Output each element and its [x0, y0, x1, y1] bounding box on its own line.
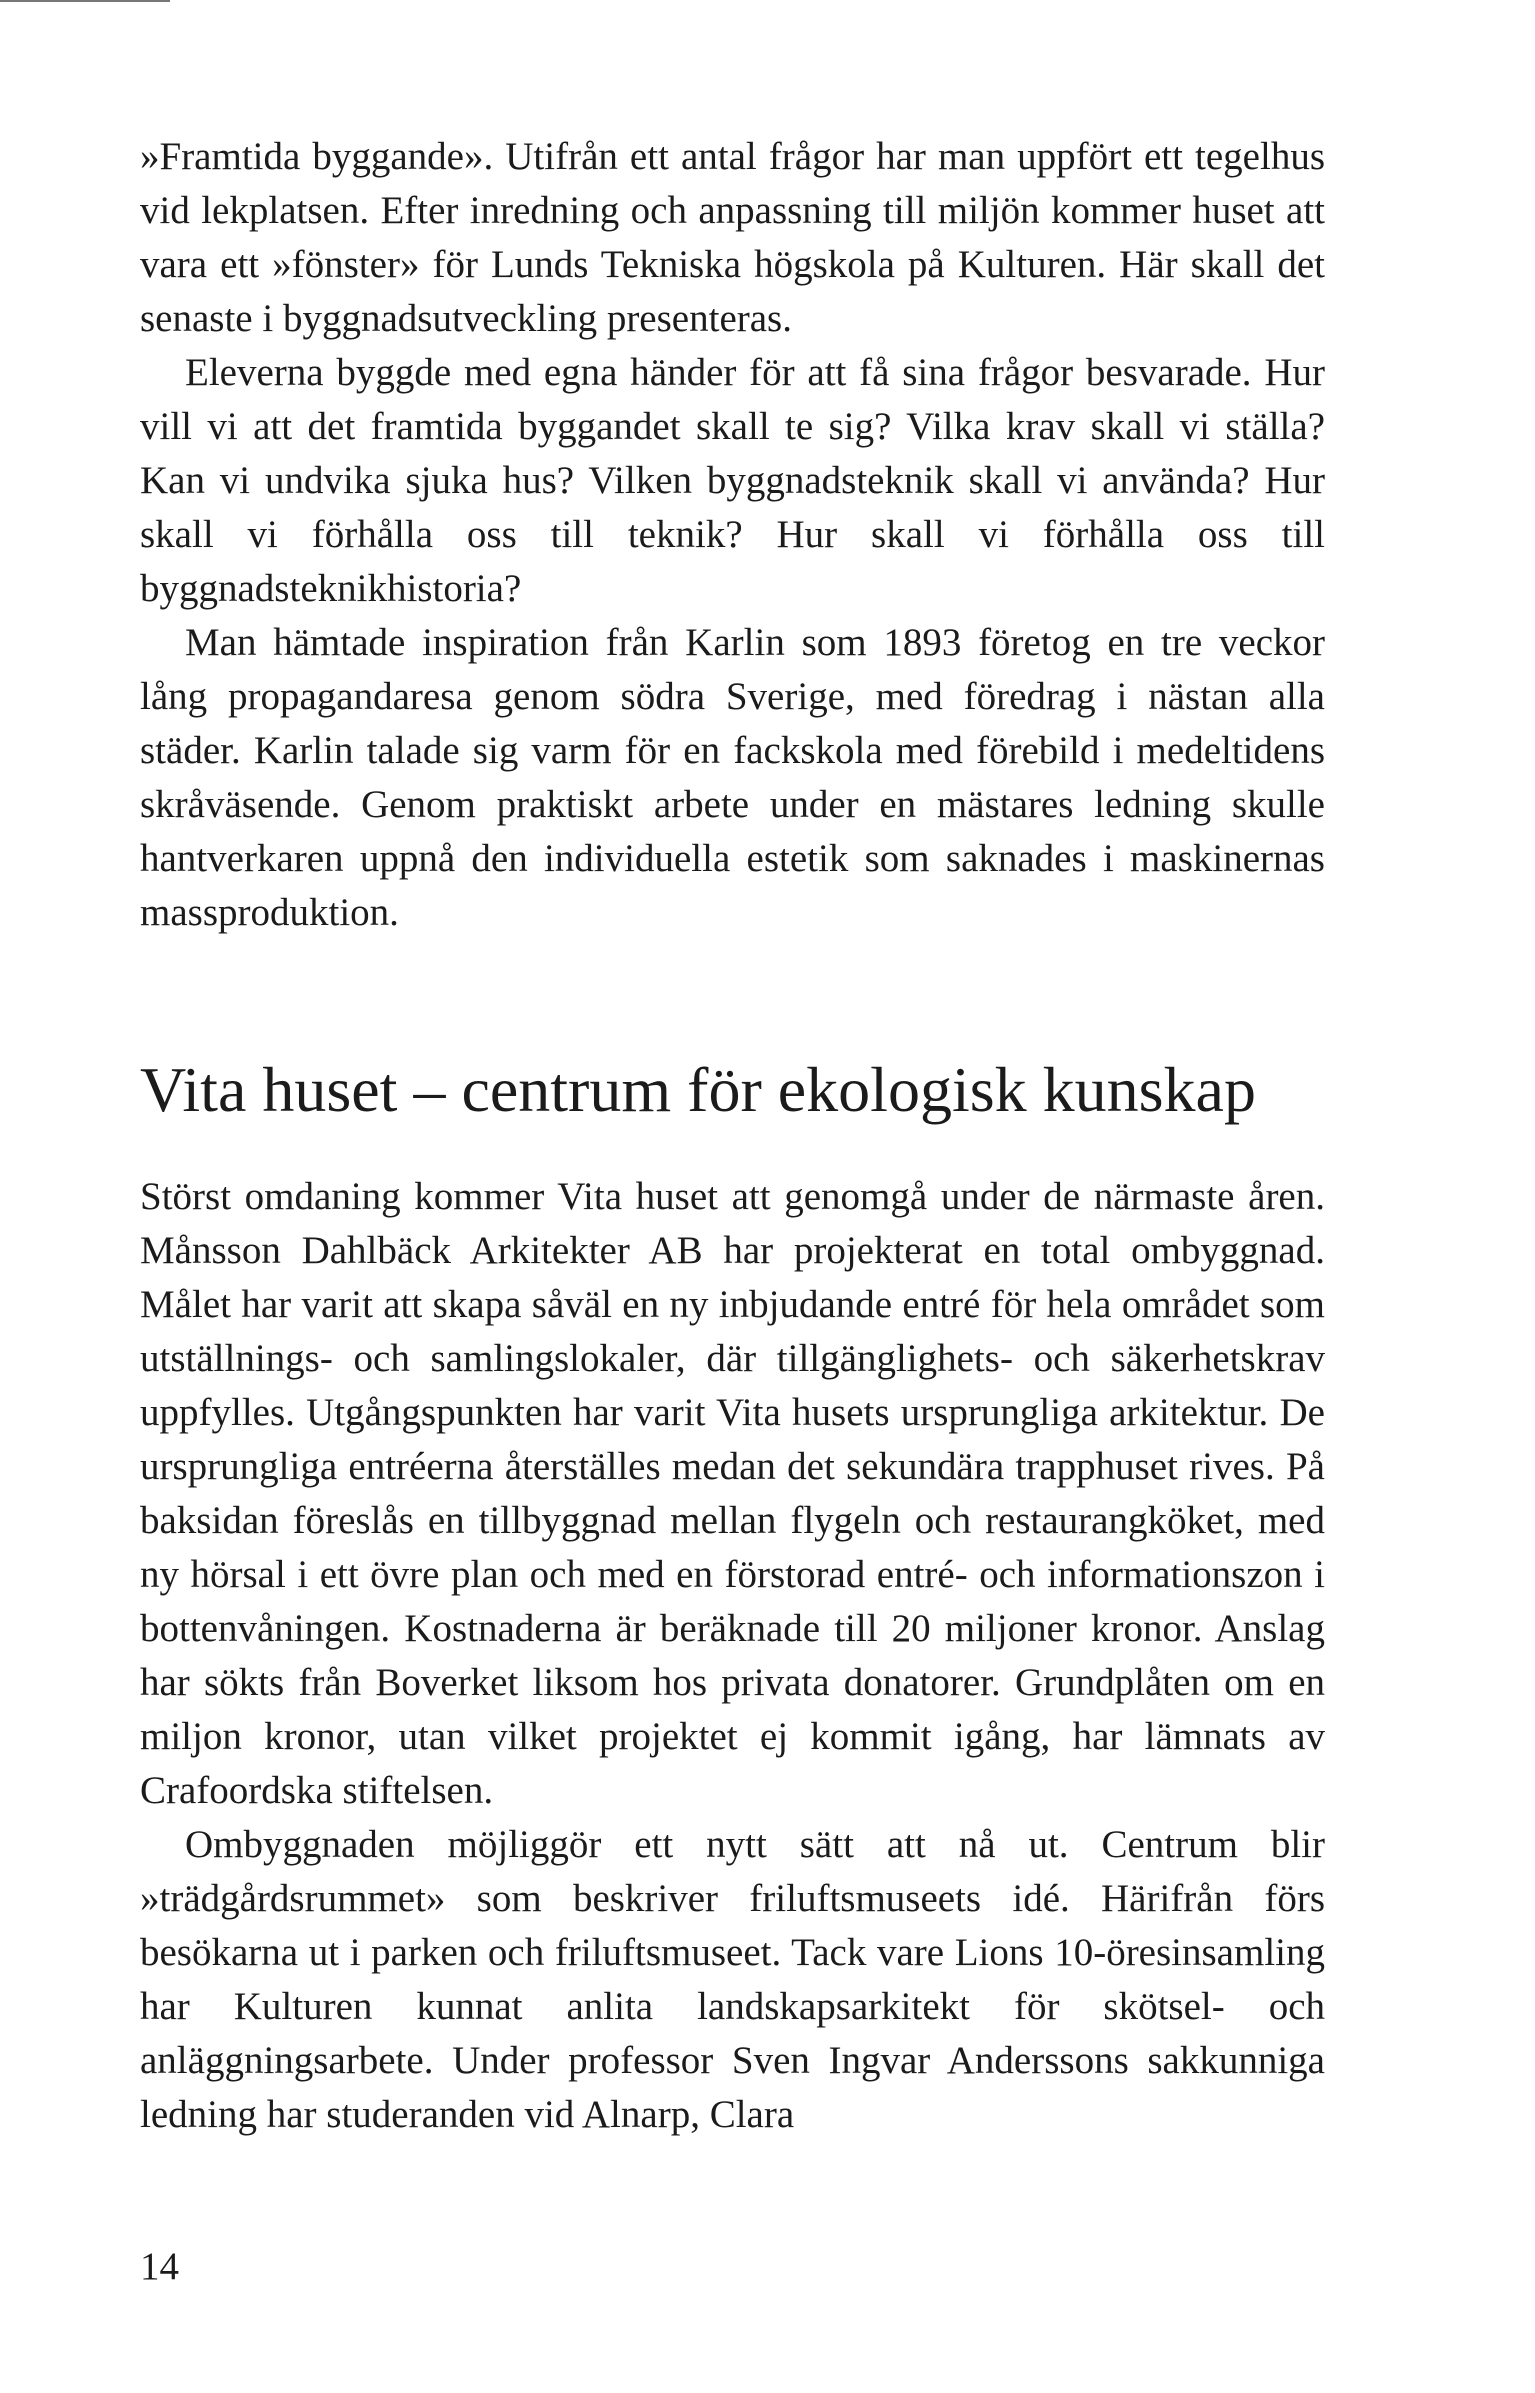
scan-edge-rule	[0, 0, 170, 2]
paragraph: Man hämtade inspiration från Karlin som 1893 företog en tre veckor lång propagandaresa genom södra Sverige, med föredrag i nästan alla städer. Karlin talade sig varm för en fackskola med förebild i medeltidens skråväsende. Genom praktiskt arbete under en mästares ledning skulle hantverkaren uppnå den individuella estetik som saknades i maskinernas massproduktion.	[140, 621, 1325, 934]
body-text-section-2	[140, 1170, 1325, 2142]
body-text-section-1	[140, 130, 1325, 940]
paragraph: Störst omdaning kommer Vita huset att genomgå under de närmaste åren. Månsson Dahlbäck Arkitekter AB har projekterat en total ombyggnad. Målet har varit att skapa såväl en ny inbjudande entré för hela området som utställnings- och samlingslokaler, där tillgänglighets- och säkerhetskrav uppfylles. Utgångspunkten har varit Vita husets ursprungliga arkitektur. De ursprungliga entréerna återställes medan det sekundära trapphuset rives. På baksidan föreslås en tillbyggnad mellan flygeln och restaurangköket, med ny hörsal i ett övre plan och med en förstorad entré- och informationszon i bottenvåningen. Kostnaderna är beräknade till 20 miljoner kronor. Anslag har sökts från Boverket liksom hos privata donatorer. Grundplåten om en miljon kronor, utan vilket projektet ej kommit igång, har lämnats av Crafoordska stiftelsen.	[140, 1175, 1325, 1812]
paragraph: Eleverna byggde med egna händer för att få sina frågor besvarade. Hur vill vi att det framtida byggandet skall te sig? Vilka krav skall vi ställa? Kan vi undvika sjuka hus? Vilken byggnadsteknik skall vi använda? Hur skall vi förhålla oss till teknik? Hur skall vi förhålla oss till byggnadsteknikhistoria?	[140, 351, 1325, 610]
paragraph: »Framtida byggande». Utifrån ett antal frågor har man uppfört ett tegelhus vid lekplatsen. Efter inredning och anpassning till miljön kommer huset att vara ett »fönster» för Lunds Tekniska högskola på Kulturen. Här skall det senaste i byggnadsutveckling presenteras.	[140, 135, 1325, 340]
section-heading: Vita huset – centrum för ekologisk kunskap	[140, 1054, 1256, 1125]
paragraph: Ombyggnaden möjliggör ett nytt sätt att nå ut. Centrum blir »trädgårdsrummet» som beskriver friluftsmuseets idé. Härifrån förs besökarna ut i parken och friluftsmuseet. Tack vare Lions 10-öresinsamling har Kulturen kunnat anlita landskapsarkitekt för skötsel- och anläggningsarbete. Under professor Sven Ingvar Anderssons sakkunniga ledning har studeranden vid Alnarp, Clara	[140, 1823, 1325, 2136]
page-number: 14	[140, 2245, 179, 2288]
